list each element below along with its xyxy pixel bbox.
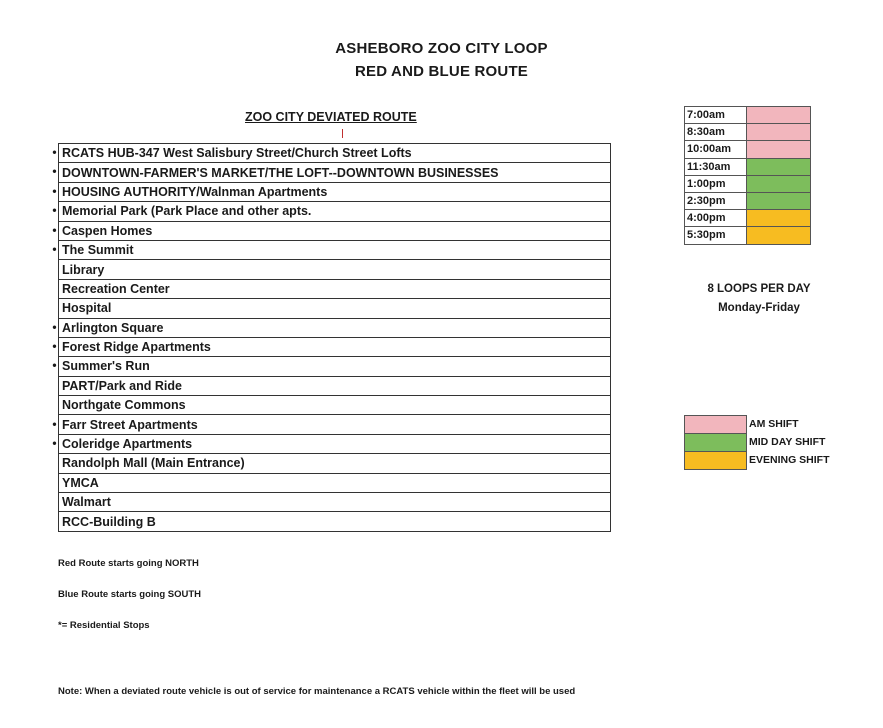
legend-row <box>685 416 830 434</box>
stop-name: Randolph Mall (Main Entrance) <box>59 454 611 473</box>
shift-color-swatch <box>747 227 811 244</box>
stop-row <box>59 182 611 201</box>
departure-time: 7:00am <box>685 107 747 124</box>
stop-row <box>59 299 611 318</box>
residential-stops-note: *= Residential Stops <box>58 620 150 631</box>
stop-name: RCC-Building B <box>59 512 611 531</box>
shift-color-swatch <box>747 107 811 124</box>
residential-bullet: • <box>52 183 57 198</box>
text-cursor-mark <box>342 129 343 138</box>
stop-row <box>59 260 611 279</box>
stop-name: Library <box>59 260 611 279</box>
stop-name: Northgate Commons <box>59 396 611 415</box>
stop-name: Forest Ridge Apartments <box>59 337 611 356</box>
stop-name: Walmart <box>59 493 611 512</box>
stop-name: Memorial Park (Park Place and other apts. <box>59 202 611 221</box>
shift-color-swatch <box>747 124 811 141</box>
schedule-table <box>684 106 811 245</box>
schedule-row <box>685 227 811 244</box>
route-heading: ZOO CITY DEVIATED ROUTE <box>245 110 417 124</box>
residential-bullet: • <box>52 145 57 159</box>
stop-name: YMCA <box>59 473 611 492</box>
stop-row <box>59 376 611 395</box>
stop-name: Recreation Center <box>59 279 611 298</box>
loops-per-day: 8 LOOPS PER DAY <box>707 283 811 295</box>
residential-bullet: • <box>52 339 57 353</box>
shift-legend <box>684 415 830 470</box>
stop-name: RCATS HUB-347 West Salisbury Street/Church Street Lofts <box>59 144 611 163</box>
schedule-row <box>685 124 811 141</box>
stop-row <box>59 473 611 492</box>
departure-time: 2:30pm <box>685 192 747 209</box>
shift-color-swatch <box>747 210 811 227</box>
legend-label: EVENING SHIFT <box>749 454 830 466</box>
stop-name: Arlington Square <box>59 318 611 337</box>
page-title-line1: ASHEBORO ZOO CITY LOOP <box>335 40 548 57</box>
schedule-row <box>685 175 811 192</box>
legend-swatch <box>685 416 747 434</box>
shift-color-swatch <box>747 141 811 158</box>
stop-name: Farr Street Apartments <box>59 415 611 434</box>
stop-name: Caspen Homes <box>59 221 611 240</box>
legend-label: MID DAY SHIFT <box>749 436 826 448</box>
stop-row <box>59 279 611 298</box>
departure-time: 5:30pm <box>685 227 747 244</box>
stop-name: The Summit <box>59 240 611 259</box>
stop-row <box>59 415 611 434</box>
legend-swatch <box>685 452 747 470</box>
stop-name: PART/Park and Ride <box>59 376 611 395</box>
stop-row <box>59 221 611 240</box>
residential-bullet: • <box>52 358 57 373</box>
shift-color-swatch <box>747 175 811 192</box>
departure-time: 1:00pm <box>685 175 747 192</box>
stop-row <box>59 493 611 512</box>
departure-time: 4:00pm <box>685 210 747 227</box>
stop-row <box>59 318 611 337</box>
red-route-note: Red Route starts going NORTH <box>58 558 199 569</box>
schedule-row <box>685 210 811 227</box>
stop-row <box>59 454 611 473</box>
schedule-row <box>685 141 811 158</box>
legend-swatch <box>685 434 747 452</box>
service-days: Monday-Friday <box>718 302 800 314</box>
stop-row <box>59 240 611 259</box>
stop-name: DOWNTOWN-FARMER'S MARKET/THE LOFT--DOWNTOWN BUSINESSES <box>59 163 611 182</box>
departure-time: 8:30am <box>685 124 747 141</box>
schedule-row <box>685 192 811 209</box>
maintenance-note: Note: When a deviated route vehicle is out of service for maintenance a RCATS vehicle within the fleet will be used <box>58 686 576 697</box>
departure-time: 10:00am <box>685 141 747 158</box>
residential-bullet: • <box>52 203 57 218</box>
stop-name: Coleridge Apartments <box>59 434 611 453</box>
residential-bullet: • <box>52 416 57 431</box>
stop-name: Hospital <box>59 299 611 318</box>
stops-table <box>58 143 611 532</box>
residential-bullet: • <box>52 242 57 256</box>
residential-bullet: • <box>52 319 57 334</box>
stop-row <box>59 396 611 415</box>
schedule-row <box>685 158 811 175</box>
blue-route-note: Blue Route starts going SOUTH <box>58 589 202 600</box>
stop-row <box>59 202 611 221</box>
stop-row <box>59 337 611 356</box>
residential-bullet: • <box>52 222 57 237</box>
residential-bullet: • <box>52 164 57 179</box>
stop-row <box>59 357 611 376</box>
stop-row <box>59 144 611 163</box>
shift-color-swatch <box>747 192 811 209</box>
stop-name: Summer's Run <box>59 357 611 376</box>
residential-bullet: • <box>52 436 57 450</box>
departure-time: 11:30am <box>685 158 747 175</box>
stop-row <box>59 163 611 182</box>
stop-row <box>59 434 611 453</box>
legend-row <box>685 452 830 470</box>
legend-row <box>685 434 830 452</box>
shift-color-swatch <box>747 158 811 175</box>
stop-name: HOUSING AUTHORITY/Walnman Apartments <box>59 182 611 201</box>
schedule-row <box>685 107 811 124</box>
legend-label: AM SHIFT <box>749 418 799 430</box>
page-title-line2: RED AND BLUE ROUTE <box>354 63 529 80</box>
stop-row <box>59 512 611 531</box>
